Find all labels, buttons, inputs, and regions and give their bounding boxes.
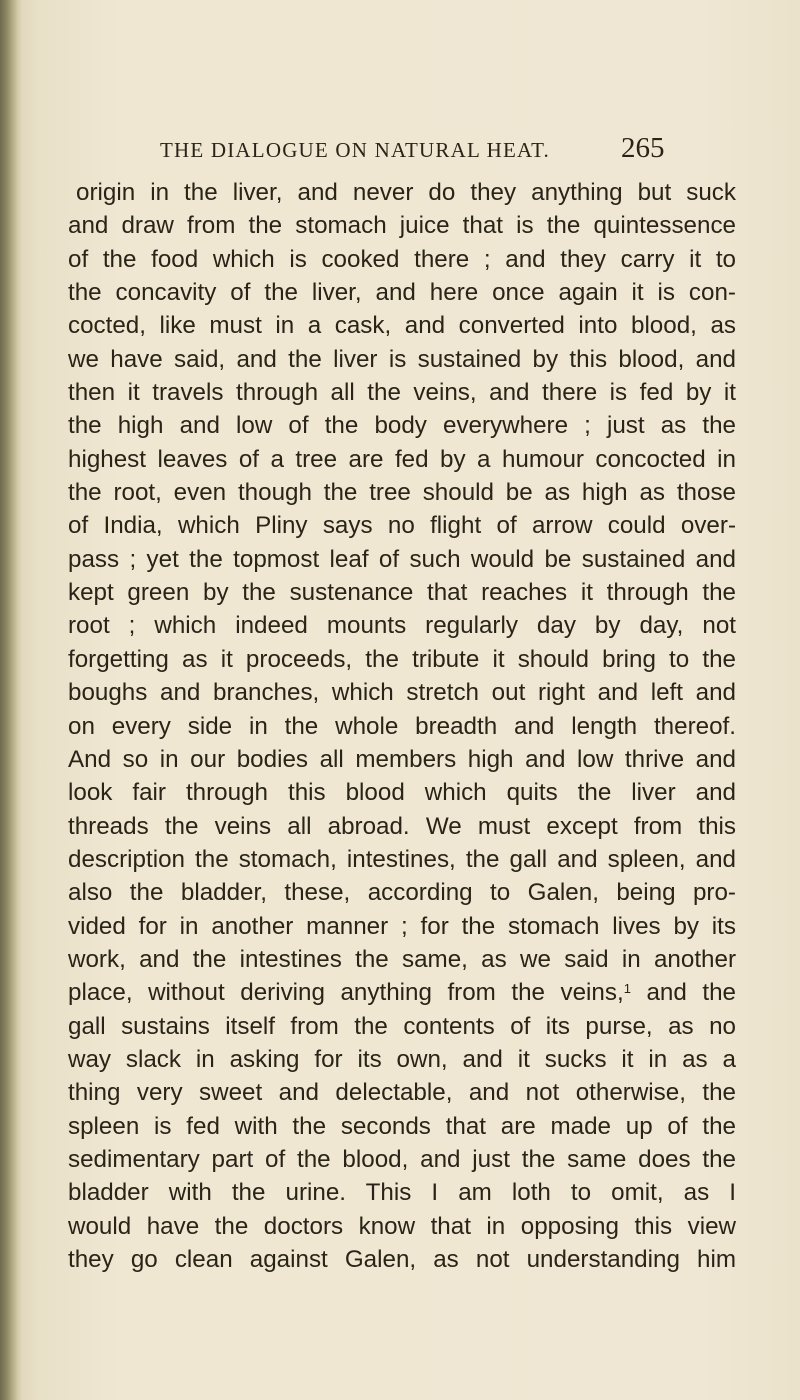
text-line: then it travels through all the veins, and there is fed by it <box>68 379 736 407</box>
text-line: of India, which Pliny says no flight of arrow could over- <box>68 512 736 540</box>
text-line: bladder with the urine. This I am loth to omit, as I <box>68 1179 736 1207</box>
text-line: thing very sweet and delectable, and not otherwise, the <box>68 1079 736 1107</box>
text-line: spleen is fed with the seconds that are made up of the <box>68 1112 736 1140</box>
text-line: boughs and branches, which stretch out right and left and <box>68 679 736 707</box>
text-line: the concavity of the liver, and here once again it is con- <box>68 279 736 307</box>
text-line: the high and low of the body everywhere ; just as the <box>68 412 736 440</box>
text-line: origin in the liver, and never do they anything but suck <box>76 179 736 206</box>
text-line: work, and the intestines the same, as we said in another <box>68 945 736 973</box>
text-line: sedimentary part of the blood, and just the same does the <box>68 1145 736 1173</box>
text-line: pass ; yet the topmost leaf of such would be sustained and <box>68 545 736 573</box>
footnote-marker: 1 <box>623 981 631 997</box>
text-line: kept green by the sustenance that reaches it through the <box>68 579 736 607</box>
binding-edge <box>0 0 22 1400</box>
page-number: 265 <box>621 132 665 164</box>
text-line: also the bladder, these, according to Galen, being pro- <box>68 879 736 907</box>
text-line: highest leaves of a tree are fed by a humour concocted in <box>68 445 736 473</box>
text-line-part: place, without deriving anything from the veins, <box>68 979 624 1007</box>
text-line: And so in our bodies all members high and low thrive and <box>68 745 736 773</box>
text-line: they go clean against Galen, as not understanding him <box>68 1246 736 1273</box>
text-line: the root, even though the tree should be as high as those <box>68 479 736 507</box>
text-line: threads the veins all abroad. We must except from this <box>68 812 736 840</box>
text-line: forgetting as it proceeds, the tribute it should bring to the <box>68 645 736 673</box>
running-title: THE DIALOGUE ON NATURAL HEAT. <box>160 138 550 162</box>
text-line: look fair through this blood which quits the liver and <box>68 779 736 807</box>
text-line: gall sustains itself from the contents of its purse, as no <box>68 1012 736 1040</box>
text-line: vided for in another manner ; for the stomach lives by its <box>68 912 736 940</box>
text-line-with-footnote <box>68 976 736 1009</box>
text-line-part: and the <box>646 979 736 1007</box>
text-line: we have said, and the liver is sustained by this blood, and <box>68 345 736 373</box>
text-line: root ; which indeed mounts regularly day by day, not <box>68 612 736 640</box>
body-text <box>68 176 736 1276</box>
text-line: cocted, like must in a cask, and converted into blood, as <box>68 312 736 340</box>
text-line: description the stomach, intestines, the gall and spleen, and <box>68 845 736 873</box>
text-line: and draw from the stomach juice that is the quintessence <box>68 212 736 240</box>
text-line: way slack in asking for its own, and it sucks it in as a <box>68 1045 736 1073</box>
text-line: would have the doctors know that in opposing this view <box>68 1212 736 1240</box>
text-line: of the food which is cooked there ; and they carry it to <box>68 245 736 273</box>
text-line: on every side in the whole breadth and length thereof. <box>68 712 736 740</box>
